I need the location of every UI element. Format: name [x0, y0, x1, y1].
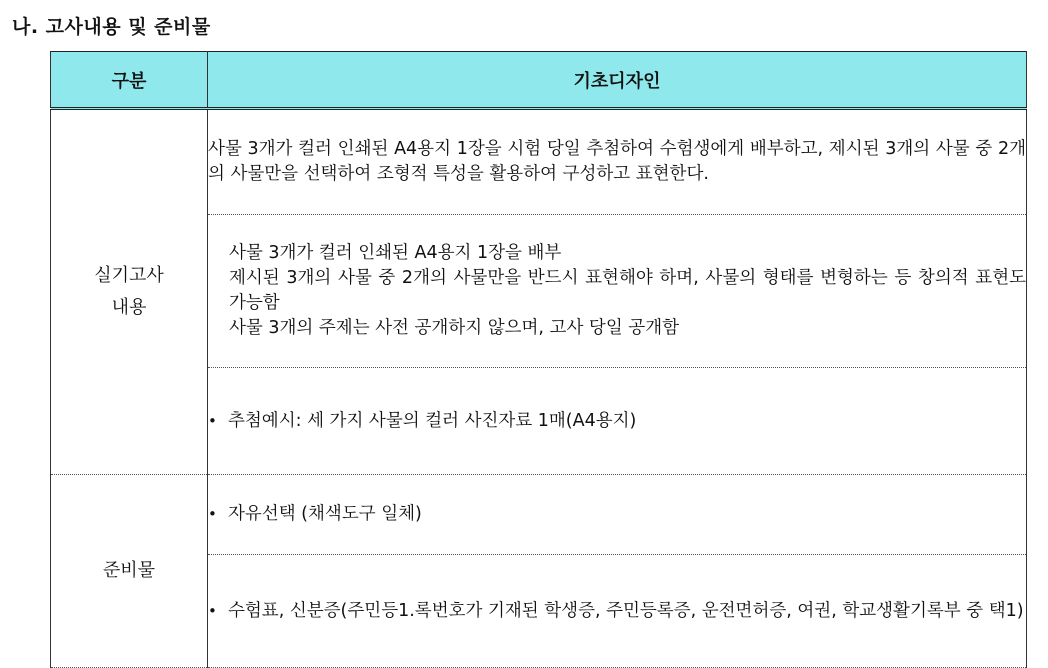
list-item-text: 사물 3개가 컬러 인쇄된 A4용지 1장을 배부 [229, 243, 562, 263]
list-item [208, 316, 1026, 341]
exam-description: 사물 3개가 컬러 인쇄된 A4용지 1장을 시험 당일 추첨하여 수험생에게 배부하고, 제시된 3개의 사물 중 2개의 사물만을 선택하여 조형적 특성을 활용하여 구성하고 표현한다. [208, 139, 1026, 184]
label-exam-content [51, 109, 208, 475]
table-row [51, 475, 1027, 555]
list-item [208, 266, 1026, 316]
list-item [208, 599, 1026, 624]
list-item [208, 502, 1026, 527]
dash-marker [208, 241, 229, 266]
bullet-marker: • [208, 601, 217, 620]
dash-marker [208, 316, 229, 341]
list-item-text: 수험표, 신분증(주민등1.록번호가 기재된 학생증, 주민등록증, 운전면허증, 여권, 학교생활기록부 중 택1) [228, 600, 1024, 621]
section-heading: 나. 고사내용 및 준비물 [12, 16, 211, 38]
bullet-marker: • [208, 505, 217, 523]
list-item-text: 추첨예시: 세 가지 사물의 컬러 사진자료 1매(A4용지) [228, 410, 637, 431]
list-item [208, 409, 1026, 434]
list-item [208, 241, 1026, 266]
exam-info-table [50, 51, 1027, 668]
label-line: 내용 [111, 297, 147, 318]
header-basic-design: 기초디자인 [208, 52, 1027, 109]
header-category: 구분 [51, 52, 208, 109]
label-supplies [51, 475, 208, 668]
dash-marker [208, 266, 229, 316]
list-item-text: 자유선택 (채색도구 일체) [228, 504, 422, 524]
list-item-text: 제시된 3개의 사물 중 2개의 사물만을 반드시 표현해야 하며, 사물의 형태를 변형하는 등 창의적 표현도 가능함 [229, 268, 1026, 313]
exam-details-cell [208, 215, 1027, 368]
id-documents-cell [208, 555, 1027, 668]
bullet-marker: • [208, 411, 217, 430]
table-header-row [51, 52, 1027, 109]
draw-example-cell [208, 368, 1027, 475]
table-row [51, 109, 1027, 215]
label-line: 준비물 [102, 560, 156, 581]
supplies-cell [208, 475, 1027, 555]
exam-description-cell [208, 109, 1027, 215]
label-line: 실기고사 [94, 265, 164, 286]
list-item-text: 사물 3개의 주제는 사전 공개하지 않으며, 고사 당일 공개함 [229, 318, 680, 338]
